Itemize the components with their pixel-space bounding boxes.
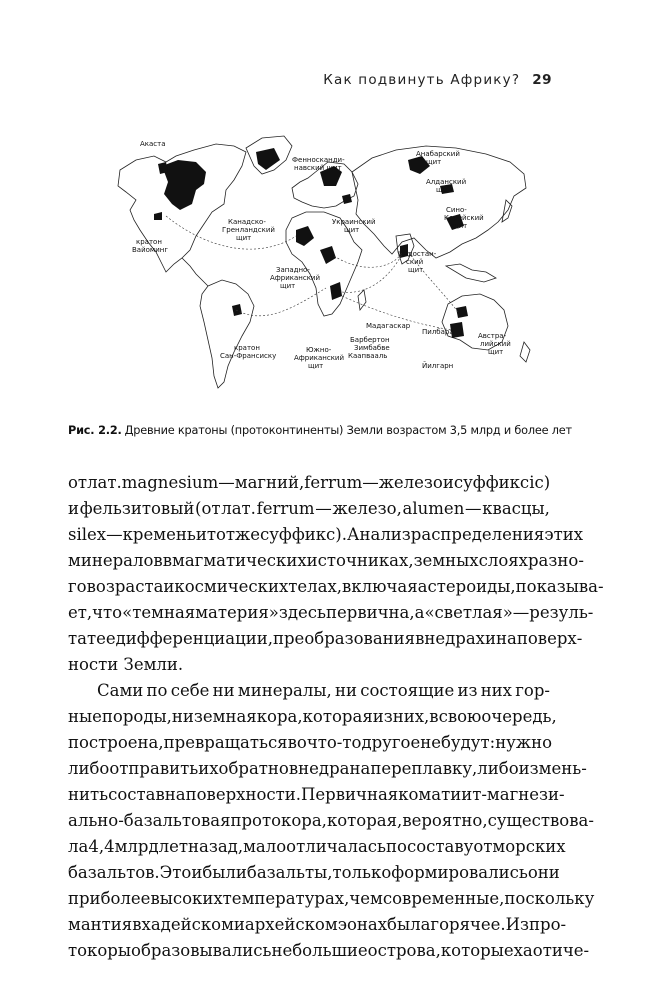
body-word: показыва-: [515, 577, 604, 596]
body-word: современные,: [382, 889, 505, 908]
world-map-figure: [96, 126, 556, 404]
body-word: острова,: [367, 941, 441, 960]
label-wafr-2: Африканский: [270, 274, 321, 282]
body-word: телах,: [288, 577, 343, 596]
west-african-craton: [296, 226, 314, 246]
body-word: только: [332, 863, 392, 882]
body-word: переплавку,: [370, 759, 478, 778]
body-word: небольшие: [271, 941, 368, 960]
body-word: ferrum: [304, 473, 363, 492]
label-ind-1: Индостан-: [398, 250, 437, 258]
body-word: отправить: [109, 759, 199, 778]
body-word: Анализ: [346, 525, 411, 544]
body-word: лет: [158, 837, 188, 856]
body-word: температурах,: [222, 889, 350, 908]
body-word: астероиды,: [417, 577, 516, 596]
se-asia-islands-outline: [446, 264, 496, 282]
body-word: а: [414, 603, 425, 622]
body-word: кремень: [122, 525, 196, 544]
body-word: при: [68, 889, 101, 908]
label-safr-3: щит: [308, 362, 324, 370]
body-word: ic): [529, 473, 551, 492]
body-word: ни: [334, 681, 357, 700]
body-word: —: [218, 473, 235, 492]
body-word: которая,: [326, 811, 403, 830]
body-word: на: [349, 759, 371, 778]
label-wyo-1: кратон: [136, 238, 162, 246]
body-line: [68, 886, 595, 912]
body-word: вероятно,: [402, 811, 488, 830]
body-word: Первичная: [301, 785, 399, 804]
label-wafr-1: Западно-: [276, 266, 310, 274]
body-word: себе: [170, 681, 210, 700]
body-text: [68, 470, 604, 964]
body-word: из: [372, 707, 393, 726]
body-word: первична,: [326, 603, 415, 622]
body-word: превращаться: [163, 733, 288, 752]
label-yilgarn: Йилгарн: [422, 362, 454, 370]
body-word: источниках,: [306, 551, 414, 570]
body-word: суффикс).: [259, 525, 347, 544]
label-anabar-1: Анабарский: [416, 150, 460, 158]
body-word: резуль-: [529, 603, 594, 622]
body-line: [68, 834, 566, 860]
body-word: нужно: [495, 733, 553, 752]
label-safr-1: Южно-: [306, 346, 332, 354]
body-word: отличалась: [286, 837, 387, 856]
body-word: состав: [108, 785, 165, 804]
body-word: Сами: [97, 681, 144, 700]
body-word: и: [233, 915, 245, 934]
central-america-outline: [182, 258, 208, 286]
label-barb-3: Каапвааль: [348, 352, 388, 360]
label-sino-1: Сино-: [446, 206, 467, 214]
body-word: в: [162, 551, 172, 570]
body-word: ни: [212, 681, 235, 700]
body-word: гор-: [515, 681, 550, 700]
body-word: составу: [406, 837, 474, 856]
body-word: в: [429, 707, 439, 726]
body-word: поскольку: [504, 889, 595, 908]
body-word: го: [68, 577, 87, 596]
body-word: архейском: [244, 915, 338, 934]
body-word: них: [480, 681, 512, 700]
body-word: минералов: [68, 551, 163, 570]
body-word: на: [164, 785, 186, 804]
label-akasta: Акаста: [140, 140, 166, 148]
central-african-craton: [320, 246, 336, 264]
body-word: Из: [505, 915, 530, 934]
body-word: alumen: [402, 499, 465, 518]
body-word: же: [235, 525, 260, 544]
body-word: ально-базальтовая: [68, 811, 231, 830]
body-word: земная: [193, 707, 257, 726]
body-word: их: [198, 759, 219, 778]
body-word: магматических: [172, 551, 307, 570]
ukrainian-craton: [342, 194, 352, 204]
body-line: [68, 938, 590, 964]
body-line: [68, 782, 565, 808]
body-word: от: [68, 473, 88, 492]
body-word: формировались: [391, 863, 528, 882]
body-word: ла: [68, 837, 89, 856]
body-word: мало: [243, 837, 287, 856]
body-word: и: [68, 499, 79, 518]
body-word: были: [202, 863, 247, 882]
body-line: [68, 626, 583, 652]
label-madagascar: Мадагаскар: [366, 322, 411, 330]
body-word: «темная: [122, 603, 196, 622]
body-word: распределения: [410, 525, 545, 544]
body-word: минералы,: [237, 681, 332, 700]
label-wyo-2: Вайоминг: [132, 246, 169, 254]
body-word: построена,: [68, 733, 164, 752]
body-line: [68, 470, 550, 496]
body-word: квасцы,: [482, 499, 550, 518]
body-word: нить: [68, 785, 109, 804]
world-map-svg: [96, 126, 556, 404]
body-word: Это: [159, 863, 192, 882]
body-word: материя»: [195, 603, 279, 622]
body-word: от: [473, 837, 493, 856]
label-wafr-3: щит: [280, 282, 296, 290]
body-word: —: [512, 603, 530, 622]
body-word: дифференциации,: [115, 629, 273, 648]
body-word: свою: [438, 707, 482, 726]
label-anabar-2: щит: [426, 158, 442, 166]
body-word: —: [106, 525, 123, 544]
label-sino-3: щит: [452, 222, 468, 230]
body-word: была: [387, 915, 431, 934]
body-word: базальты,: [246, 863, 333, 882]
body-word: они: [527, 863, 560, 882]
body-word: млрд: [114, 837, 159, 856]
caption-label: Рис. 2.2.: [68, 424, 122, 437]
greenland-craton: [256, 148, 280, 170]
label-sanf-1: кратон: [234, 344, 260, 352]
label-fenno-2: навский щит: [294, 164, 342, 172]
body-line-text: ности Земли.: [68, 655, 184, 674]
wyoming-craton: [154, 212, 162, 220]
body-word: —: [362, 473, 379, 492]
body-word: на: [496, 629, 517, 648]
page-number: 29: [532, 72, 552, 88]
body-word: не: [420, 733, 441, 752]
body-line: [68, 860, 560, 886]
body-line: [68, 704, 557, 730]
body-word: фельзитовый: [79, 499, 195, 518]
body-word: здесь: [278, 603, 326, 622]
body-word: лат.: [221, 499, 256, 518]
body-line: [68, 678, 550, 704]
body-line: [68, 756, 587, 782]
body-word: magnesium: [121, 473, 219, 492]
body-word: железо,: [332, 499, 402, 518]
body-word: преобразования: [273, 629, 416, 648]
kaapvaal-craton: [330, 282, 342, 300]
body-word: поверх-: [516, 629, 583, 648]
body-word: тот: [206, 525, 236, 544]
body-word: и: [195, 525, 207, 544]
body-word: существова-: [487, 811, 594, 830]
body-word: протокора,: [230, 811, 327, 830]
label-sino-2: Корейский: [444, 214, 484, 222]
body-word: включая: [342, 577, 418, 596]
body-line: [68, 652, 550, 678]
body-word: эонах: [337, 915, 388, 934]
body-line: [68, 808, 594, 834]
body-word: из: [457, 681, 478, 700]
canadian-shield-craton: [162, 160, 206, 210]
body-word: очередь,: [481, 707, 557, 726]
body-line: [68, 730, 553, 756]
label-aldan-1: Алданский: [426, 178, 467, 186]
label-safr-2: Африканский: [294, 354, 345, 362]
body-word: про-: [529, 915, 567, 934]
body-word: магний,: [234, 473, 305, 492]
body-word: слоях: [478, 551, 528, 570]
body-word: будут:: [440, 733, 496, 752]
south-america-outline: [200, 280, 254, 388]
body-word: обратно: [218, 759, 289, 778]
body-word: ни: [171, 707, 194, 726]
body-word: назад,: [188, 837, 244, 856]
body-word: тат: [68, 629, 97, 648]
body-word: в: [415, 629, 425, 648]
label-pilbara: Пилбара: [422, 328, 454, 336]
body-word: по: [146, 681, 168, 700]
body-word: высоких: [150, 889, 223, 908]
body-word: чем: [349, 889, 383, 908]
figure-caption: [68, 424, 598, 437]
body-word: во: [287, 733, 307, 752]
body-word: кора,: [256, 707, 303, 726]
label-aus-2: лийский: [480, 340, 511, 348]
body-word: и: [163, 577, 175, 596]
body-word: «светлая»: [424, 603, 513, 622]
new-zealand-outline: [520, 342, 530, 362]
body-word: базальтов.: [68, 863, 160, 882]
body-word: поверхности.: [185, 785, 302, 804]
body-word: (от: [195, 499, 221, 518]
body-word: ет,: [68, 603, 93, 622]
label-aus-1: Австра-: [478, 332, 507, 340]
label-ukr-1: Украинский: [332, 218, 376, 226]
body-word: другое: [361, 733, 421, 752]
label-fenno-1: Феннoсканди-: [292, 156, 345, 164]
label-aldan-2: щит: [436, 186, 452, 194]
body-word: токоры: [68, 941, 132, 960]
caption-text: Древние кратоны (протоконтиненты) Земли возрастом 3,5 млрд и более лет: [124, 424, 572, 437]
label-canada-3: щит: [236, 234, 252, 242]
body-word: хаотиче-: [513, 941, 590, 960]
body-word: земных: [413, 551, 479, 570]
body-word: породы,: [101, 707, 172, 726]
body-word: них,: [392, 707, 430, 726]
body-word: —: [465, 499, 482, 518]
body-word: ее: [96, 629, 116, 648]
body-word: возраста: [86, 577, 164, 596]
body-word: более: [100, 889, 151, 908]
body-word: в: [288, 759, 299, 778]
body-word: и: [485, 629, 496, 648]
label-sanf-2: Сан-Франсиску: [220, 352, 277, 360]
body-word: образовывались: [131, 941, 272, 960]
label-barb-2: Зимбабве: [354, 344, 390, 352]
body-line: [68, 574, 604, 600]
body-word: ные: [68, 707, 102, 726]
body-word: либо: [68, 759, 110, 778]
label-barb-1: Барбертон: [350, 336, 390, 344]
body-line: [68, 912, 567, 938]
body-line: [68, 600, 594, 626]
body-word: хадейском: [141, 915, 234, 934]
body-word: горячее.: [430, 915, 506, 934]
body-word: измень-: [518, 759, 587, 778]
body-word: —: [315, 499, 332, 518]
label-ukr-2: щит: [344, 226, 360, 234]
body-word: мантия: [68, 915, 133, 934]
body-word: морских: [492, 837, 566, 856]
body-word: космических: [174, 577, 289, 596]
running-title: Как подвинуть Африку?: [323, 72, 521, 88]
label-aus-3: щит: [488, 348, 504, 356]
body-word: что-то: [306, 733, 362, 752]
body-word: лат.: [87, 473, 122, 492]
body-word: и: [191, 863, 203, 882]
body-word: по: [386, 837, 407, 856]
body-word: которые: [440, 941, 514, 960]
body-word: железо: [378, 473, 443, 492]
running-head: [100, 72, 552, 88]
label-ind-2: ский: [406, 258, 424, 266]
body-word: ferrum: [256, 499, 315, 518]
label-canada-2: Гренландский: [222, 226, 275, 234]
label-canada-1: Канадско-: [228, 218, 266, 226]
akasta-craton: [158, 162, 168, 174]
body-word: что: [92, 603, 123, 622]
body-word: недра: [298, 759, 350, 778]
body-line: [68, 548, 584, 574]
body-word: в: [132, 915, 142, 934]
body-word: silex: [68, 525, 107, 544]
label-ind-3: щит: [408, 266, 424, 274]
body-word: суффикс: [453, 473, 530, 492]
body-word: этих: [544, 525, 584, 544]
madagascar-outline: [358, 290, 366, 310]
body-word: 4,4: [88, 837, 115, 856]
body-word: либо: [477, 759, 519, 778]
body-line: [68, 496, 550, 522]
body-word: недрах: [424, 629, 485, 648]
body-word: состоящие: [360, 681, 455, 700]
body-word: разно-: [527, 551, 584, 570]
body-word: и: [442, 473, 454, 492]
body-line: [68, 522, 584, 548]
body-word: коматиит-магнези-: [398, 785, 565, 804]
body-word: которая: [302, 707, 373, 726]
sao-francisco-craton: [232, 304, 242, 316]
